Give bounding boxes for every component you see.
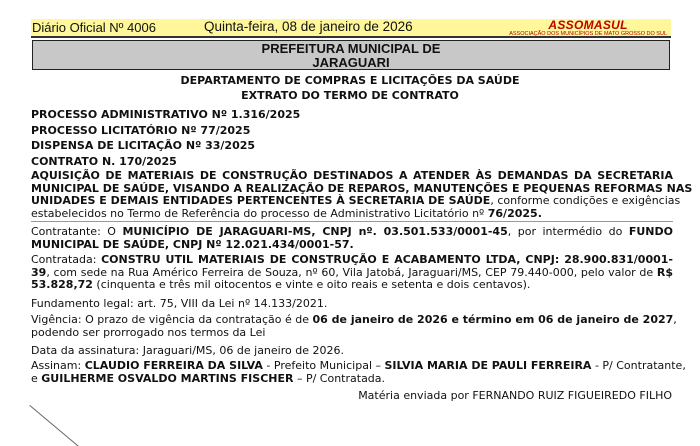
gazette-date: Quinta-feira, 08 de janeiro de 2026 xyxy=(204,19,413,34)
gazette-edition: Diário Oficial Nº 4006 xyxy=(32,20,156,35)
assinam-e: e xyxy=(31,371,42,385)
contratada-address: , com sede na Rua Américo Ferreira de Souza, nº 60, Vila Jatobá, Jaraguari/MS, CEP 79.440-000, pelo valor de xyxy=(46,265,657,279)
contract-number: CONTRATO N. 170/2025 xyxy=(31,155,177,168)
contratada-label: Contratada: xyxy=(31,253,102,266)
gazette-header xyxy=(31,19,671,38)
contratada-paragraph xyxy=(31,254,673,292)
assinam-l2-post: – P/ Contratada. xyxy=(293,371,386,385)
contratante-paragraph xyxy=(31,226,673,251)
vigencia-post: , xyxy=(673,313,677,326)
contratada-company: CONSTRU UTIL MATERIAIS DE CONSTRUÇÃO E ACABAMENTO LTDA, CNPJ: 28.900.831/0001- xyxy=(101,253,673,266)
assinam-paragraph xyxy=(31,359,686,385)
object-line-2: MUNICIPAL DE SAÚDE, VISANDO A REALIZAÇÃO DE REPAROS, MANUTENÇÕES E PEQUENAS REFORMAS NAS xyxy=(31,181,693,195)
vigencia-pre: Vigência: O prazo de vigência da contratação é de xyxy=(31,313,313,326)
assomasul-logo xyxy=(509,19,667,37)
contratada-line-3 xyxy=(31,279,673,292)
object-line-4-text: estabelecidos no Termo de Referência do processo de Administrativo Licitatório nº xyxy=(31,206,488,220)
assinam-mid: - Prefeito Municipal – xyxy=(262,359,385,372)
assinam-line-2 xyxy=(31,373,673,386)
logo-subtitle: ASSOCIAÇÃO DOS MUNICÍPIOS DE MATO GROSSO DO SUL xyxy=(509,31,667,37)
fundamento-legal: Fundamento legal: art. 75, VIII da Lei nº 14.133/2021. xyxy=(31,297,328,310)
assinam-post: - P/ Contratante, xyxy=(591,359,686,372)
logo-name: ASSOMASUL xyxy=(548,18,628,32)
vigencia-line-2: podendo ser prorrogado nos termos da Lei xyxy=(31,325,266,339)
department-heading: DEPARTAMENTO DE COMPRAS E LICITAÇÕES DA SAÚDE xyxy=(180,74,520,87)
materia-enviada: Matéria enviada por FERNANDO RUIZ FIGUEIREDO FILHO xyxy=(358,389,672,402)
object-paragraph xyxy=(31,169,693,220)
signer-contratada: GUILHERME OSVALDO MARTINS FISCHER xyxy=(41,371,294,385)
object-line-4 xyxy=(31,208,673,221)
process-admin: PROCESSO ADMINISTRATIVO Nº 1.316/2025 xyxy=(31,108,301,121)
decorative-diagonal-line xyxy=(29,405,83,446)
title-line-1: PREFEITURA MUNICIPAL DE xyxy=(261,41,441,56)
signer-prefeito: CLAUDIO FERREIRA DA SILVA xyxy=(84,359,263,372)
object-line-1: AQUISIÇÃO DE MATERIAIS DE CONSTRUÇÃO DESTINADOS A ATENDER ÀS DEMANDAS DA SECRETARIA xyxy=(31,169,673,182)
contratante-municipio: MUNICÍPIO DE JARAGUARI-MS, CNPJ nº. 03.501.533/0001-45 xyxy=(122,225,508,238)
signer-contratante: SILVIA MARIA DE PAULI FERREIRA xyxy=(384,359,592,372)
contratante-label: Contratante: O xyxy=(31,225,123,238)
vigencia-paragraph xyxy=(31,313,677,339)
contratada-value-words: (cinquenta e três mil oitocentos e vinte e oito reais e setenta e dois centavos). xyxy=(92,278,531,291)
contratada-value: 53.828,72 xyxy=(31,278,93,291)
dispensa-licitacao: DISPENSA DE LICITAÇÃO Nº 33/2025 xyxy=(31,139,256,152)
object-line-3-rest: , conforme condições e exigências xyxy=(490,194,681,207)
title-line-2: JARAGUARI xyxy=(312,55,390,70)
separator-line xyxy=(31,221,673,222)
contratante-mid: , por intermédio do xyxy=(507,225,629,238)
contratante-fundo: FUNDO xyxy=(628,225,673,238)
contratada-cnpj-end: 39 xyxy=(31,265,47,279)
municipality-title-box xyxy=(32,40,670,70)
contratante-line-1 xyxy=(31,226,673,239)
vigencia-dates: 06 de janeiro de 2026 e término em 06 de janeiro de 2027 xyxy=(312,313,674,326)
process-licitatorio: PROCESSO LICITATÓRIO Nº 77/2025 xyxy=(31,124,251,137)
contratante-line-2: MUNICIPAL DE SAÚDE, CNPJ Nº 12.021.434/0001-57. xyxy=(31,237,354,251)
data-assinatura: Data da assinatura: Jaraguari/MS, 06 de janeiro de 2026. xyxy=(31,344,344,357)
contratada-currency: R$ xyxy=(656,265,673,279)
extract-heading: EXTRATO DO TERMO DE CONTRATO xyxy=(241,89,459,102)
assinam-label: Assinam: xyxy=(31,359,85,372)
vigencia-line-1 xyxy=(31,313,677,327)
object-line-3-bold: UNIDADES E DEMAIS ENTIDADES PERTENCENTES À SECRETARIA DE SAÚDE xyxy=(31,194,491,207)
object-line-4-bold: 76/2025. xyxy=(487,206,542,220)
